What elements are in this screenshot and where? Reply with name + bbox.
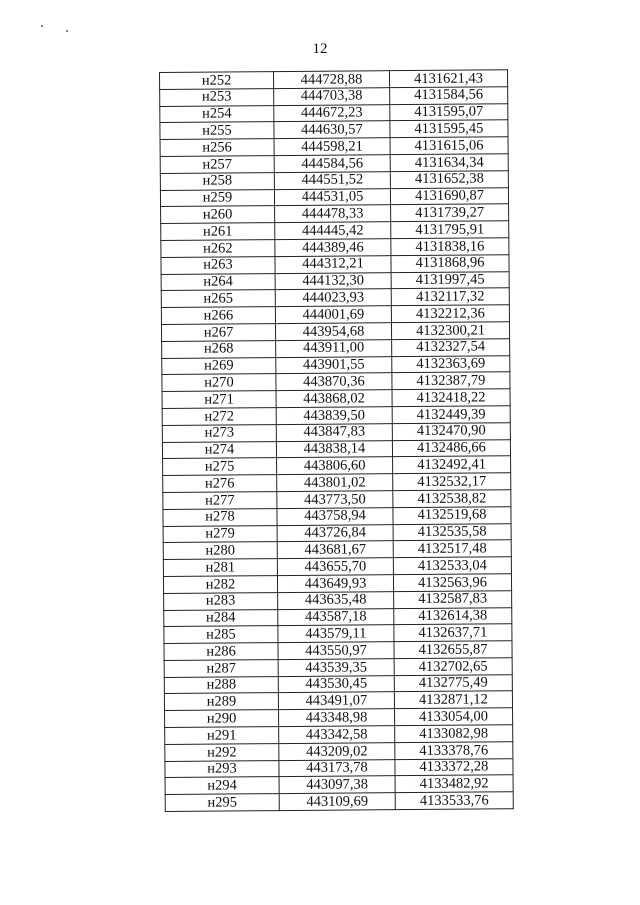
x-coordinate-cell: 443348,98 [279, 709, 395, 727]
x-coordinate-cell: 443868,02 [276, 390, 392, 408]
x-coordinate-cell: 443726,84 [277, 524, 393, 542]
point-id-cell: н252 [160, 72, 274, 90]
y-coordinate-cell: 4132532,17 [393, 473, 511, 491]
y-coordinate-cell: 4132655,87 [394, 641, 512, 659]
y-coordinate-cell: 4133372,28 [395, 758, 513, 776]
page-number: 12 [312, 41, 328, 57]
x-coordinate-cell: 444598,21 [274, 138, 390, 156]
point-id-cell: н268 [162, 340, 276, 358]
point-id-cell: н287 [164, 659, 278, 677]
point-id-cell: н281 [163, 559, 277, 577]
x-coordinate-cell: 443954,68 [275, 323, 391, 341]
point-id-cell: н261 [161, 223, 275, 241]
point-id-cell: н270 [162, 374, 276, 392]
x-coordinate-cell: 443801,02 [277, 474, 393, 492]
y-coordinate-cell: 4131739,27 [391, 204, 509, 222]
x-coordinate-cell: 443491,07 [278, 692, 394, 710]
scan-speck [41, 25, 43, 27]
y-coordinate-cell: 4132300,21 [391, 322, 509, 340]
point-id-cell: н254 [160, 105, 274, 123]
y-coordinate-cell: 4132614,38 [394, 607, 512, 625]
point-id-cell: н293 [165, 760, 279, 778]
point-id-cell: н265 [161, 290, 275, 308]
y-coordinate-cell: 4133054,00 [395, 708, 513, 726]
x-coordinate-cell: 444001,69 [275, 306, 391, 324]
point-id-cell: н263 [161, 256, 275, 274]
point-id-cell: н285 [164, 626, 278, 644]
y-coordinate-cell: 4132387,79 [392, 372, 510, 390]
y-coordinate-cell: 4131868,96 [391, 255, 509, 273]
y-coordinate-cell: 4131595,45 [390, 120, 508, 138]
x-coordinate-cell: 444312,21 [275, 255, 391, 273]
y-coordinate-cell: 4131997,45 [391, 271, 509, 289]
y-coordinate-cell: 4132535,58 [393, 523, 511, 541]
point-id-cell: н280 [163, 542, 277, 560]
x-coordinate-cell: 443773,50 [277, 491, 393, 509]
point-id-cell: н253 [160, 88, 274, 106]
point-id-cell: н286 [164, 643, 278, 661]
x-coordinate-cell: 444132,30 [275, 272, 391, 290]
x-coordinate-cell: 443649,93 [277, 575, 393, 593]
y-coordinate-cell: 4132533,04 [393, 557, 511, 575]
y-coordinate-cell: 4131621,43 [389, 70, 507, 88]
point-id-cell: н256 [160, 139, 274, 157]
y-coordinate-cell: 4132587,83 [394, 590, 512, 608]
x-coordinate-cell: 443838,14 [276, 440, 392, 458]
point-id-cell: н274 [162, 441, 276, 459]
point-id-cell: н269 [162, 357, 276, 375]
y-coordinate-cell: 4131615,06 [390, 137, 508, 155]
x-coordinate-cell: 443209,02 [279, 743, 395, 761]
y-coordinate-cell: 4133482,92 [395, 775, 513, 793]
y-coordinate-cell: 4132418,22 [392, 389, 510, 407]
y-coordinate-cell: 4133082,98 [395, 725, 513, 743]
point-id-cell: н271 [162, 391, 276, 409]
x-coordinate-cell: 444531,05 [274, 188, 390, 206]
y-coordinate-cell: 4132517,48 [393, 540, 511, 558]
y-coordinate-cell: 4131795,91 [391, 221, 509, 239]
y-coordinate-cell: 4133533,76 [395, 792, 513, 810]
point-id-cell: н282 [163, 575, 277, 593]
x-coordinate-cell: 443550,97 [278, 642, 394, 660]
x-coordinate-cell: 443587,18 [278, 608, 394, 626]
point-id-cell: н272 [162, 408, 276, 426]
point-id-cell: н276 [163, 475, 277, 493]
y-coordinate-cell: 4132470,90 [392, 422, 510, 440]
x-coordinate-cell: 444478,33 [275, 205, 391, 223]
x-coordinate-cell: 443109,69 [279, 793, 395, 811]
point-id-cell: н262 [161, 240, 275, 258]
y-coordinate-cell: 4132702,65 [394, 658, 512, 676]
point-id-cell: н258 [160, 172, 274, 190]
x-coordinate-cell: 443097,38 [279, 776, 395, 794]
x-coordinate-cell: 444023,93 [275, 289, 391, 307]
point-id-cell: н275 [163, 458, 277, 476]
x-coordinate-cell: 443655,70 [277, 558, 393, 576]
point-id-cell: н257 [160, 156, 274, 174]
y-coordinate-cell: 4131584,56 [390, 87, 508, 105]
point-id-cell: н289 [164, 693, 278, 711]
x-coordinate-cell: 443911,00 [276, 339, 392, 357]
y-coordinate-cell: 4132538,82 [393, 490, 511, 508]
point-id-cell: н279 [163, 525, 277, 543]
x-coordinate-cell: 443839,50 [276, 407, 392, 425]
table-row [165, 792, 513, 812]
coordinates-table-body [160, 70, 514, 812]
y-coordinate-cell: 4132775,49 [394, 674, 512, 692]
point-id-cell: н278 [163, 508, 277, 526]
point-id-cell: н283 [164, 592, 278, 610]
coordinates-table [159, 69, 514, 812]
x-coordinate-cell: 443539,35 [278, 659, 394, 677]
point-id-cell: н284 [164, 609, 278, 627]
y-coordinate-cell: 4133378,76 [395, 742, 513, 760]
point-id-cell: н267 [161, 324, 275, 342]
point-id-cell: н259 [160, 189, 274, 207]
x-coordinate-cell: 444551,52 [274, 171, 390, 189]
x-coordinate-cell: 444630,57 [274, 121, 390, 139]
point-id-cell: н292 [165, 743, 279, 761]
x-coordinate-cell: 443173,78 [279, 759, 395, 777]
point-id-cell: н266 [161, 307, 275, 325]
y-coordinate-cell: 4132519,68 [393, 506, 511, 524]
y-coordinate-cell: 4132117,32 [391, 288, 509, 306]
point-id-cell: н255 [160, 122, 274, 140]
y-coordinate-cell: 4131652,38 [390, 171, 508, 189]
point-id-cell: н277 [163, 492, 277, 510]
x-coordinate-cell: 443901,55 [276, 356, 392, 374]
y-coordinate-cell: 4131838,16 [391, 238, 509, 256]
x-coordinate-cell: 444728,88 [274, 71, 390, 89]
x-coordinate-cell: 443342,58 [279, 726, 395, 744]
point-id-cell: н295 [165, 794, 279, 812]
y-coordinate-cell: 4132363,69 [392, 355, 510, 373]
y-coordinate-cell: 4131634,34 [390, 154, 508, 172]
y-coordinate-cell: 4132492,41 [393, 456, 511, 474]
y-coordinate-cell: 4132637,71 [394, 624, 512, 642]
point-id-cell: н264 [161, 273, 275, 291]
y-coordinate-cell: 4131595,07 [390, 103, 508, 121]
x-coordinate-cell: 444703,38 [274, 87, 390, 105]
y-coordinate-cell: 4132486,66 [392, 439, 510, 457]
point-id-cell: н260 [161, 206, 275, 224]
y-coordinate-cell: 4131690,87 [390, 187, 508, 205]
x-coordinate-cell: 443635,48 [278, 591, 394, 609]
point-id-cell: н291 [165, 727, 279, 745]
x-coordinate-cell: 444672,23 [274, 104, 390, 122]
y-coordinate-cell: 4132871,12 [394, 691, 512, 709]
y-coordinate-cell: 4132563,96 [393, 574, 511, 592]
point-id-cell: н290 [165, 710, 279, 728]
x-coordinate-cell: 443579,11 [278, 625, 394, 643]
y-coordinate-cell: 4132327,54 [392, 339, 510, 357]
x-coordinate-cell: 443530,45 [278, 675, 394, 693]
x-coordinate-cell: 443806,60 [277, 457, 393, 475]
y-coordinate-cell: 4132212,36 [391, 305, 509, 323]
x-coordinate-cell: 444584,56 [274, 155, 390, 173]
y-coordinate-cell: 4132449,39 [392, 406, 510, 424]
x-coordinate-cell: 443870,36 [276, 373, 392, 391]
scan-speck [66, 30, 68, 32]
x-coordinate-cell: 444445,42 [275, 222, 391, 240]
point-id-cell: н294 [165, 777, 279, 795]
x-coordinate-cell: 443847,83 [276, 423, 392, 441]
point-id-cell: н273 [162, 424, 276, 442]
x-coordinate-cell: 443681,67 [277, 541, 393, 559]
x-coordinate-cell: 444389,46 [275, 239, 391, 257]
x-coordinate-cell: 443758,94 [277, 507, 393, 525]
point-id-cell: н288 [164, 676, 278, 694]
